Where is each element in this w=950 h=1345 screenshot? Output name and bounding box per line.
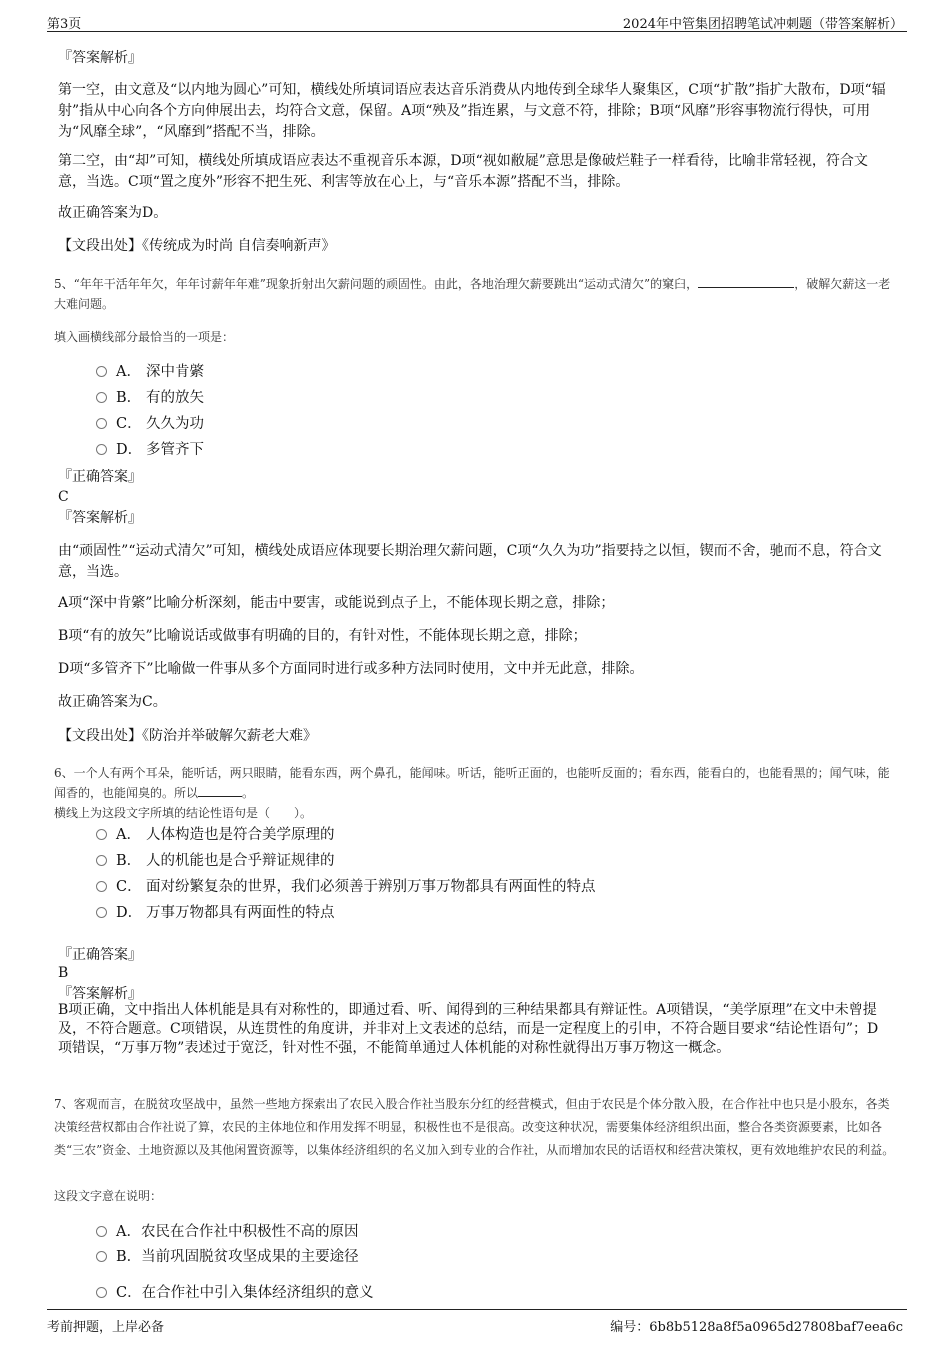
prev-analysis-label: 『答案解析』 — [58, 50, 142, 66]
q5-analysis-2: A项“深中肯綮”比喻分析深刻，能击中要害，或能说到点子上，不能体现长期之意，排除； — [58, 595, 615, 611]
radio-icon[interactable] — [96, 855, 107, 866]
q5-analysis-1: 由“顽固性”“运动式清欠”可知，横线处成语应体现要长期治理欠薪问题，C项“久久为功”指要持之以恒，锲而不舍，驰而不息，符合文意，当选。 — [58, 543, 882, 580]
q6-answer: B — [58, 965, 69, 981]
document-title: 2024年中管集团招聘笔试冲刺题（带答案解析） — [622, 17, 903, 32]
q5-blank — [698, 274, 794, 288]
q5-conclusion: 故正确答案为C。 — [58, 694, 167, 710]
q5-analysis-label: 『答案解析』 — [58, 510, 142, 526]
radio-icon[interactable] — [96, 366, 107, 377]
q6-option-a[interactable]: A． 人体构造也是符合美学原理的 — [96, 825, 335, 845]
q6-answer-label: 『正确答案』 — [58, 947, 142, 963]
radio-icon[interactable] — [96, 907, 107, 918]
q6-analysis: B项正确，文中指出人体机能是具有对称性的，即通过看、听、闻得到的三种结果都具有辩证性。A项错误，“美学原理”在文中未曾提及，不符合题意。C项错误，从连贯性的角度讲，并非对上文表述的总结，而是一定程度上的引申，不符合题目要求“结论性语句”；D项错误，“万事万物”表述过于宽泛，针对性不强，不能简单通过人体机能的对称性就得出万事万物这一概念。 — [58, 1002, 879, 1056]
prev-analysis-p2: 第二空，由“却”可知，横线处所填成语应表达不重视音乐本源，D项“视如敝屣”意思是像破烂鞋子一样看待，比喻非常轻视，符合文意，当选。C项“置之度外”形容不把生死、利害等放在心上，与“音乐本源”搭配不当，排除。 — [58, 153, 868, 190]
q5-option-a[interactable]: A． 深中肯綮 — [96, 362, 204, 382]
q5-prompt: 填入画横线部分最恰当的一项是： — [54, 330, 235, 344]
q6-option-d[interactable]: D． 万事万物都具有两面性的特点 — [96, 903, 335, 923]
q6-prompt: 横线上为这段文字所填的结论性语句是（ ）。 — [54, 806, 313, 820]
q5-analysis-4: D项“多管齐下”比喻做一件事从多个方面同时进行或多种方法同时使用，文中并无此意，排除。 — [58, 661, 644, 677]
q7-stem: 7、客观而言，在脱贫攻坚战中，虽然一些地方探索出了农民入股合作社当股东分红的经营模式，但由于农民是个体分散入股，在合作社中也只是小股东，各类决策经营权都由合作社说了算，农民的主体地位和作用发挥不明显，积极性也不是很高。改变这种状况，需要集体经济组织出面，整合各类资源要素，比如各类“三农”资金、土地资源以及其他闲置资源等，以集体经济组织的名义加入到专业的合作社，从而增加农民的话语权和经营决策权，更有效地维护农民的利益。 — [54, 1097, 895, 1157]
q7-option-c[interactable]: C．在合作社中引入集体经济组织的意义 — [96, 1283, 374, 1303]
prev-source: 【文段出处】《传统成为时尚 自信奏响新声》 — [58, 238, 336, 254]
q6-stem: 6、一个人有两个耳朵，能听话，两只眼睛，能看东西，两个鼻孔，能闻味。听话，能听正面的，也能听反面的；看东西，能看白的，也能看黑的；闻气味，能闻香的，也能闻臭的。所以 。 — [54, 766, 890, 800]
page-footer — [47, 1309, 907, 1338]
q5-analysis-3: B项“有的放矢”比喻说话或做事有明确的目的，有针对性，不能体现长期之意，排除； — [58, 628, 587, 644]
radio-icon[interactable] — [96, 392, 107, 403]
radio-icon[interactable] — [96, 881, 107, 892]
q5-option-b[interactable]: B． 有的放矢 — [96, 388, 204, 408]
radio-icon[interactable] — [96, 418, 107, 429]
q7-prompt: 这段文字意在说明： — [54, 1189, 163, 1203]
q6-option-b[interactable]: B． 人的机能也是合乎辩证规律的 — [96, 851, 335, 871]
q7-option-a[interactable]: A．农民在合作社中积极性不高的原因 — [96, 1222, 358, 1242]
prev-conclusion: 故正确答案为D。 — [58, 205, 168, 221]
q5-option-d[interactable]: D． 多管齐下 — [96, 440, 204, 460]
radio-icon[interactable] — [96, 1226, 107, 1237]
radio-icon[interactable] — [96, 1251, 107, 1262]
q6-blank — [198, 783, 242, 797]
radio-icon[interactable] — [96, 829, 107, 840]
q5-option-c[interactable]: C． 久久为功 — [96, 414, 204, 434]
page-number: 第3页 — [47, 17, 82, 32]
q5-source: 【文段出处】《防治并举破解欠薪老大难》 — [58, 728, 317, 744]
prev-analysis-p1: 第一空，由文意及“以内地为圆心”可知，横线处所填词语应表达音乐消费从内地传到全球华人聚集区，C项“扩散”指扩大散布，D项“辐射”指从中心向各个方向伸展出去，均符合文意，保留。A项“殃及”指连累，与文意不符，排除；B项“风靡”形容事物流行得快，可用为“风靡全球”，“风靡到”搭配不当，排除。 — [58, 82, 886, 140]
document-code: 编号：6b8b5128a8f5a0965d27808baf7eea6c — [610, 1320, 903, 1335]
q7-option-b[interactable]: B．当前巩固脱贫攻坚成果的主要途径 — [96, 1247, 359, 1267]
q5-answer: C — [58, 489, 69, 505]
q6-option-c[interactable]: C． 面对纷繁复杂的世界，我们必须善于辨别万事万物都具有两面性的特点 — [96, 877, 596, 897]
q5-answer-label: 『正确答案』 — [58, 469, 142, 485]
radio-icon[interactable] — [96, 1287, 107, 1298]
footer-slogan: 考前押题，上岸必备 — [47, 1320, 165, 1335]
radio-icon[interactable] — [96, 444, 107, 455]
q5-stem: 5、“年年干活年年欠，年年讨薪年年难”现象折射出欠薪问题的顽固性。由此，各地治理欠薪要跳出“运动式清欠”的窠臼， ，破解欠薪这一老大难问题。 — [54, 274, 896, 314]
page-header — [47, 9, 907, 32]
q6-analysis-label: 『答案解析』 — [58, 986, 142, 1002]
